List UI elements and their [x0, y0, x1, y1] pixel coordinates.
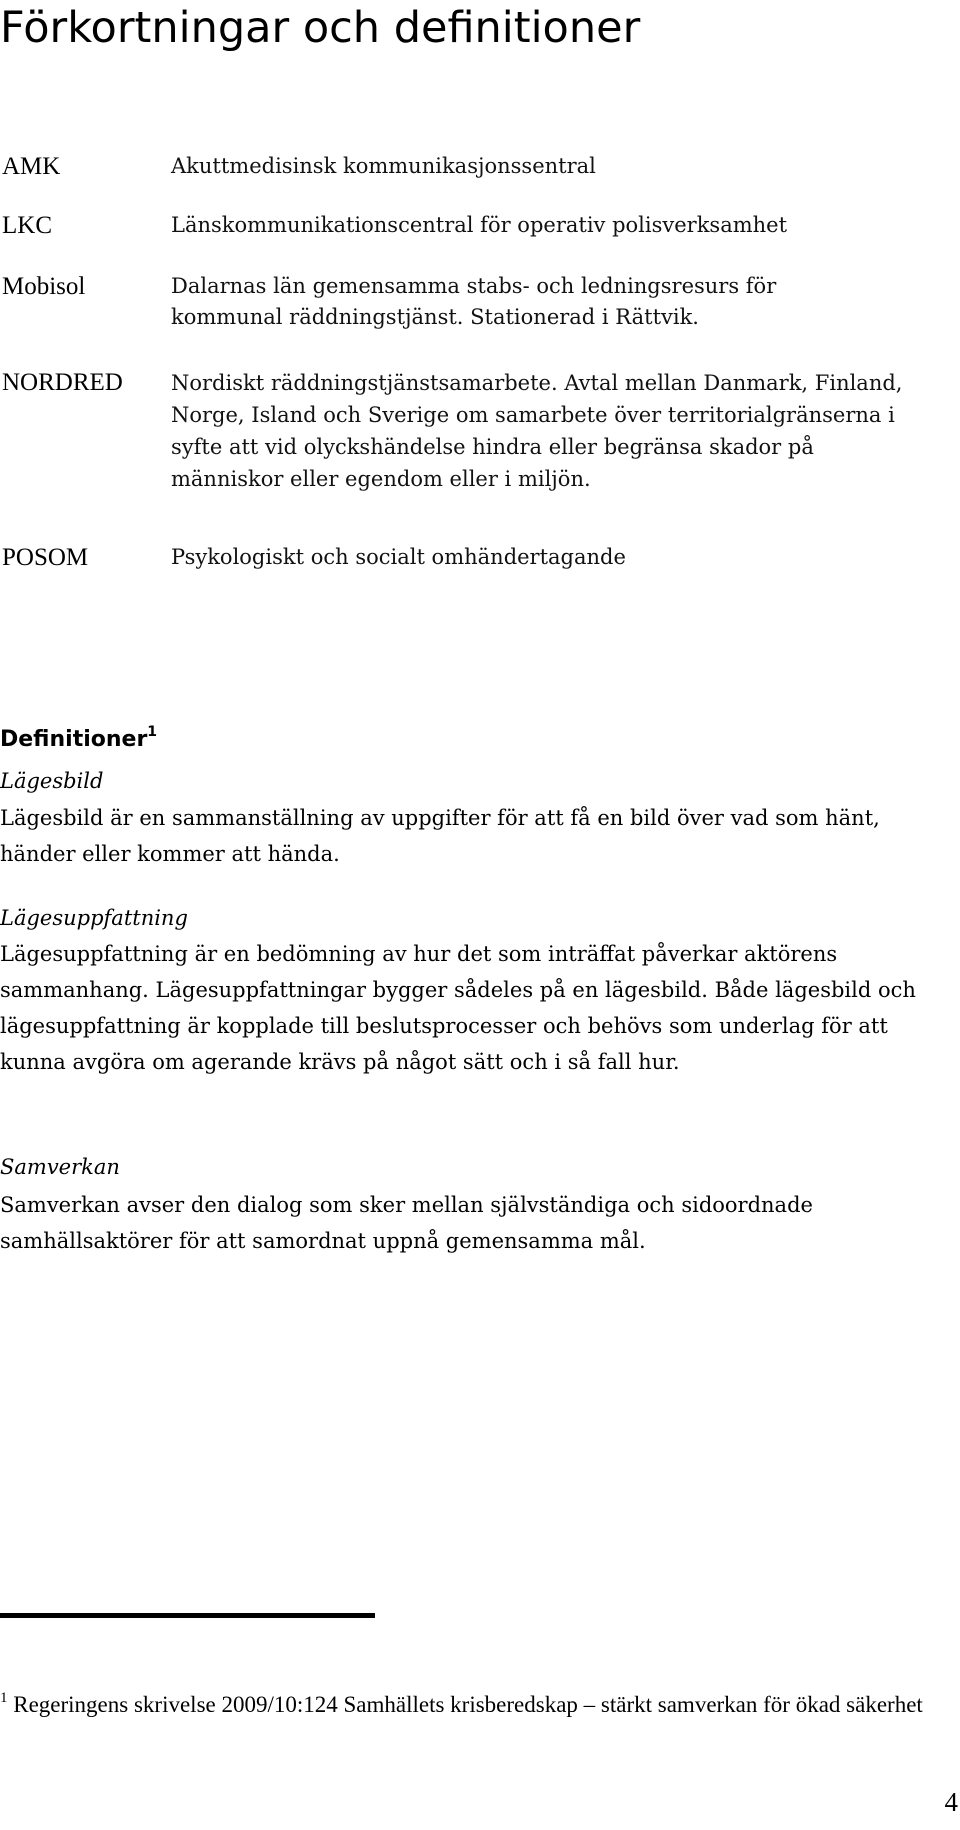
definition-text-lagesbild: Lägesbild är en sammanställning av uppgifter för att få en bild över vad som hänt, händer eller kommer att hända. — [0, 806, 880, 866]
definitions-heading — [0, 724, 157, 756]
footnote-text: Regeringens skrivelse 2009/10:124 Samhällets krisberedskap – stärkt samverkan för ökad säkerhet — [13, 1692, 923, 1717]
abbreviation-term: Mobisol — [2, 273, 86, 300]
page-number: 4 — [944, 1787, 958, 1817]
abbreviation-definition: Länskommunikationscentral för operativ polisverksamhet — [171, 213, 788, 237]
abbreviation-definition: Akuttmedisinsk kommunikasjonssentral — [171, 154, 596, 178]
footnote-reference: 1 — [147, 724, 158, 740]
abbreviation-term: LKC — [2, 212, 52, 239]
footnote-marker: 1 — [0, 1690, 8, 1706]
definition-term-samverkan: Samverkan — [0, 1155, 120, 1179]
definition-term-lagesbild: Lägesbild — [0, 769, 104, 793]
definitions-heading-text: Definitioner — [0, 727, 148, 752]
definition-text-lagesuppfattning: Lägesuppfattning är en bedömning av hur det som inträffat påverkar aktörens sammanhang. Lägesuppfattningar bygger sådeles på en lägesbild. Både lägesbild och lägesuppfattning är kopplade till beslutsprocesser och behövs som underlag för att kunna avgöra om agerande krävs på något sätt och i så fall hur. — [0, 942, 916, 1074]
definition-text-samverkan: Samverkan avser den dialog som sker mellan självständiga och sidoordnade samhällsaktörer för att samordnat uppnå gemensamma mål. — [0, 1193, 813, 1253]
page-title: Förkortningar och definitioner — [0, 3, 641, 53]
abbreviation-term: AMK — [2, 153, 61, 180]
definition-term-lagesuppfattning: Lägesuppfattning — [0, 906, 188, 930]
abbreviation-definition: Nordiskt räddningstjänstsamarbete. Avtal mellan Danmark, Finland, Norge, Island och Sverige om samarbete över territorialgränserna i syfte att vid olyckshändelse hindra eller begränsa skador på människor eller egendom eller i miljön. — [171, 371, 903, 491]
footnote — [0, 1690, 960, 1719]
abbreviation-definition: Dalarnas län gemensamma stabs- och ledningsresurs för kommunal räddningstjänst. Stationerad i Rättvik. — [171, 274, 777, 329]
abbreviation-term: NORDRED — [2, 369, 123, 396]
footnote-separator — [0, 1613, 375, 1618]
abbreviation-term: POSOM — [2, 544, 89, 571]
abbreviation-definition: Psykologiskt och socialt omhändertagande — [171, 545, 626, 569]
